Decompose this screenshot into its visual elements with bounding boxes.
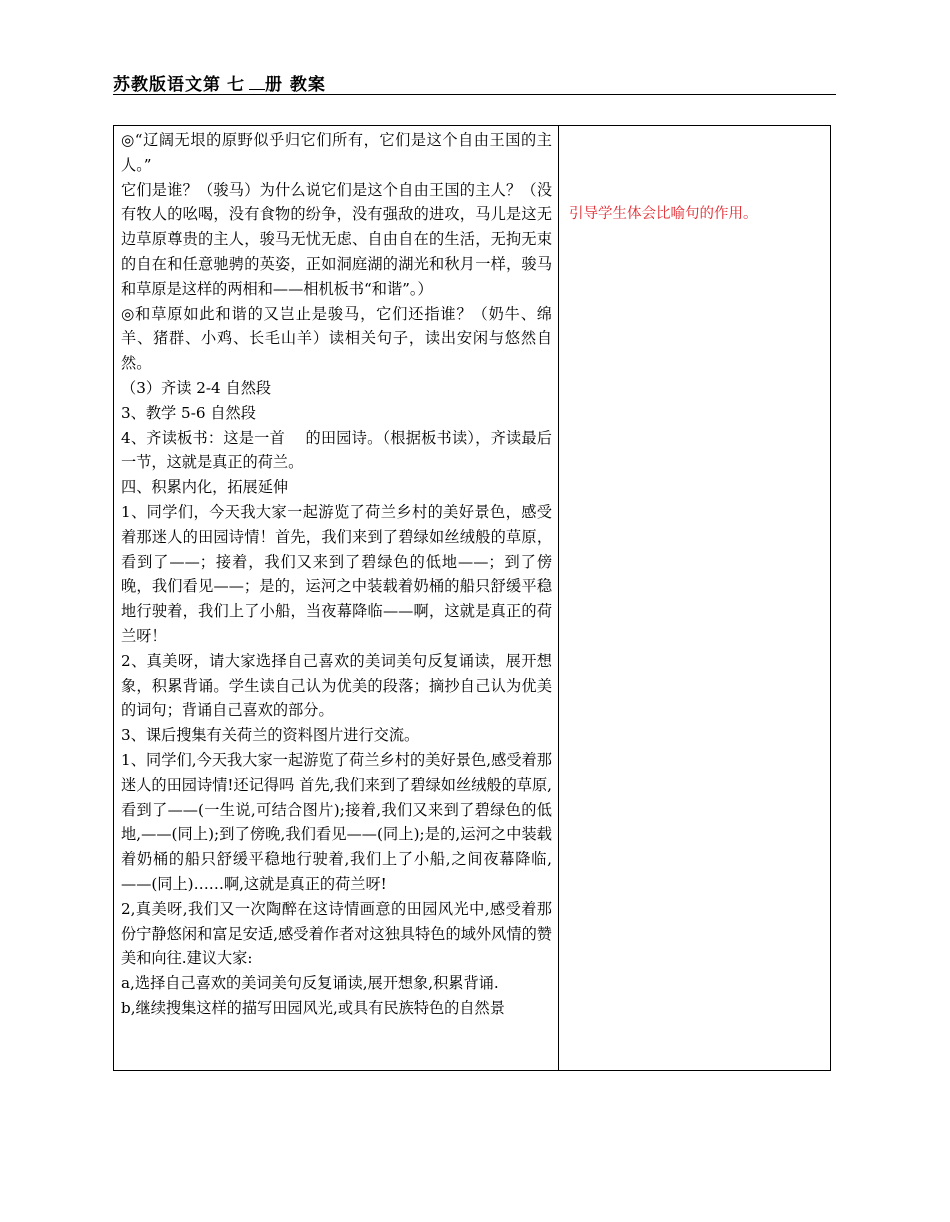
header-suffix: 册 教案: [265, 75, 326, 95]
annotation-note: 引导学生体会比喻句的作用。: [569, 206, 758, 222]
content-paragraph: ◎和草原如此和谐的又岂止是骏马，它们还指谁？（奶牛、绵羊、猪群、小鸡、长毛山羊）读相关句子，读出安闲与悠然自然。: [121, 304, 552, 373]
content-paragraph: 1、同学们,今天我大家一起游览了荷兰乡村的美好景色,感受着那迷人的田园诗情!还记得吗 首先,我们来到了碧绿如丝绒般的草原,看到了——(一生说,可结合图片);接着,我们又来到了碧绿色的低地,——(同上);到了傍晚,我们看见——(同上);是的,运河之中装载着奶桶的船只舒缓平稳地行驶着,我们上了小船,之间夜幕降临,——(同上)……啊,这就是真正的荷兰呀!: [121, 750, 552, 893]
content-paragraph: b,继续搜集这样的描写田园风光,或具有民族特色的自然景: [121, 998, 505, 1017]
content-paragraph: ◎“辽阔无垠的原野似乎归它们所有，它们是这个自由王国的主人。”: [121, 131, 552, 174]
content-paragraph: 2,真美呀,我们又一次陶醉在这诗情画意的田园风光中,感受着那份宁静悠闲和富足安适,感受着作者对这独具特色的域外风情的赞美和向往.建议大家:: [121, 899, 552, 968]
content-paragraph: （3）齐读 2-4 自然段: [121, 378, 272, 397]
header-volume-underline: [249, 89, 265, 90]
annotation-cell: [559, 126, 830, 1070]
content-paragraph: 3、教学 5-6 自然段: [121, 403, 256, 422]
header-volume-blank: 七: [221, 76, 249, 95]
content-paragraph: 四、积累内化，拓展延伸: [121, 478, 289, 497]
content-paragraph: 1、同学们，今天我大家一起游览了荷兰乡村的美好景色，感受着那迷人的田园诗情！首先，我们来到了碧绿如丝绒般的草原，看到了——；接着，我们又来到了碧绿色的低地——；到了傍晚，我们看见——；是的，运河之中装载着奶桶的船只舒缓平稳地行驶着，我们上了小船，当夜幕降临——啊，这就是真正的荷兰呀！: [121, 502, 552, 645]
content-paragraph: 3、课后搜集有关荷兰的资料图片进行交流。: [121, 726, 420, 745]
content-paragraph: 4、齐读板书：这是一首 的田园诗。（根据板书读），齐读最后一节，这就是真正的荷兰。: [121, 428, 552, 472]
lesson-content-cell: [114, 126, 559, 1070]
content-paragraph: a,选择自己喜欢的美词美句反复诵读,展开想象,积累背诵.: [121, 974, 499, 993]
content-paragraph: 它们是谁？（骏马）为什么说它们是这个自由王国的主人？（没有牧人的吆喝，没有食物的纷争，没有强敌的进攻，马儿是这无边草原尊贵的主人，骏马无忧无虑、自由自在的生活，无拘无束的自在和任意驰骋的英姿，正如洞庭湖的湖光和秋月一样，骏马和草原是这样的两相和——相机板书“和谐”。）: [121, 180, 552, 298]
content-paragraph: 2、真美呀，请大家选择自己喜欢的美词美句反复诵读，展开想象，积累背诵。学生读自己认为优美的段落；摘抄自己认为优美的词句；背诵自己喜欢的部分。: [121, 651, 552, 720]
page-header: [113, 70, 836, 94]
header-prefix: 苏教版语文第: [113, 75, 221, 95]
header-rule: [113, 94, 836, 95]
lesson-table: [113, 125, 831, 1071]
